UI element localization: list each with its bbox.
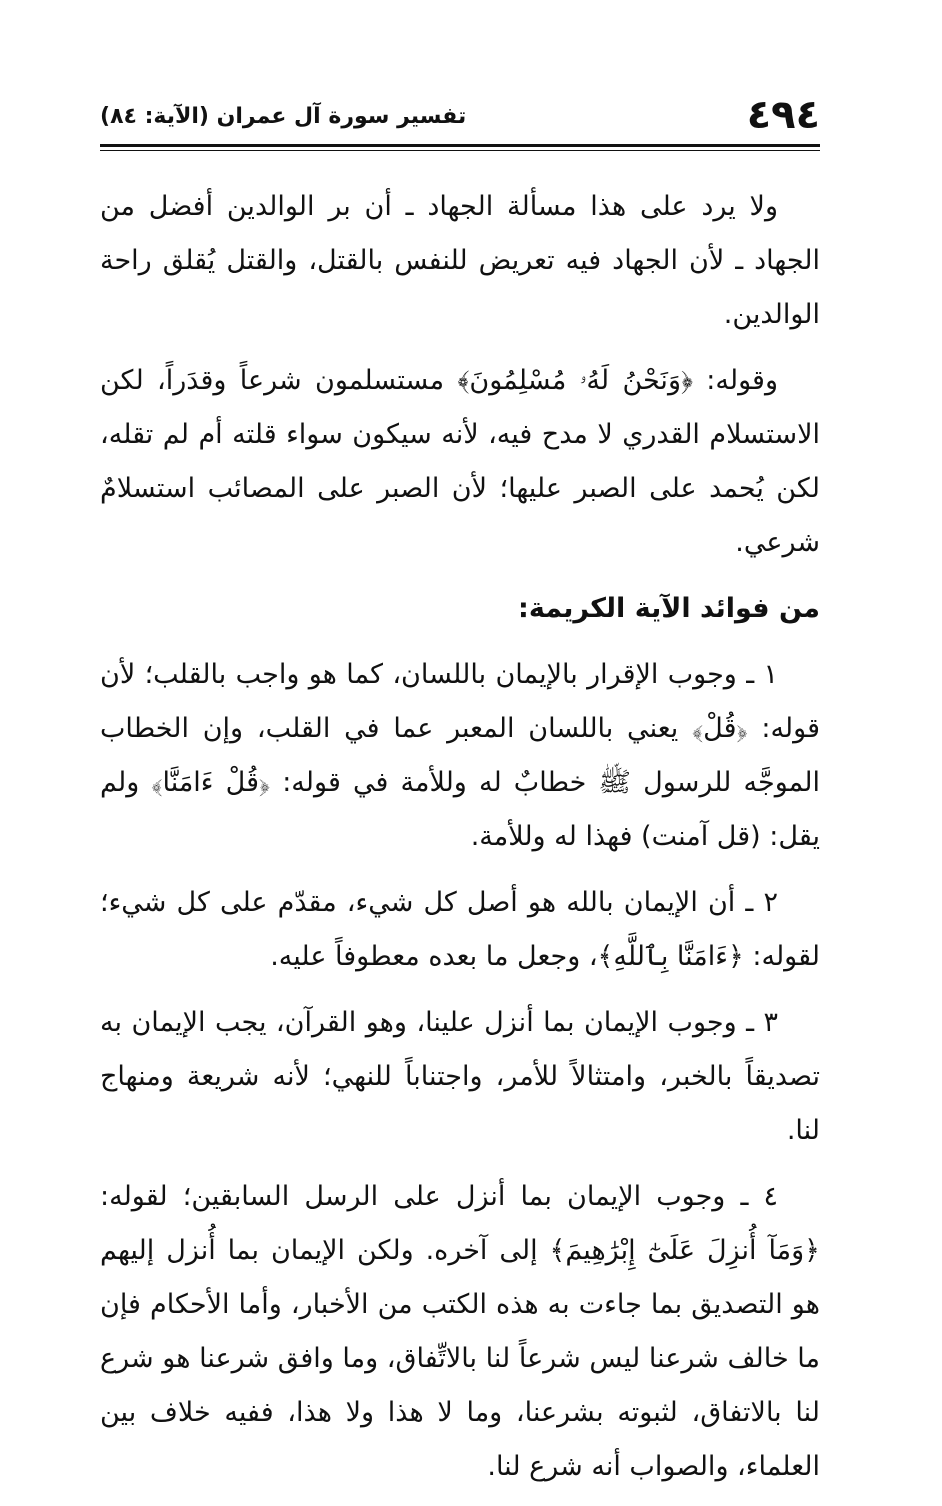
running-header bbox=[100, 92, 820, 142]
section-heading: من فوائد الآية الكريمة: bbox=[518, 593, 820, 624]
book-page bbox=[100, 92, 820, 1482]
paragraph: ولا يرد على هذا مسألة الجهاد ـ أن بر الوالدين أفضل من الجهاد ـ لأن الجهاد فيه تعريض للنفس بالقتل، والقتل يُقلق راحة الوالدين. bbox=[100, 191, 820, 330]
benefit-item: ٣ ـ وجوب الإيمان بما أنزل علينا، وهو القرآن، يجب الإيمان به تصديقاً بالخبر، وامتثالاً للأمر، واجتناباً للنهي؛ لأنه شريعة ومنهاج لنا. bbox=[100, 1007, 820, 1146]
benefit-item: ٢ ـ أن الإيمان بالله هو أصل كل شيء، مقدّم على كل شيء؛ لقوله: ﴿ءَامَنَّا بِٱللَّهِ﴾، وجعل ما بعده معطوفاً عليه. bbox=[100, 887, 820, 972]
body-text bbox=[100, 180, 820, 1506]
benefit-item: ٤ ـ وجوب الإيمان بما أنزل على الرسل السابقين؛ لقوله: ﴿وَمَآ أُنزِلَ عَلَىٰٓ إِبْرَٰهِيمَ﴾ إلى آخره. ولكن الإيمان بما أُنزل إليهم هو التصديق بما جاءت به هذه الكتب من الأخبار، وأما الأحكام فإن ما خالف شرعنا ليس شرعاً لنا بالاتِّفاق، وما وافق شرعنا هو شرع لنا بالاتفاق، لثبوته بشرعنا، وما لا هذا ولا هذا، ففيه خلاف بين العلماء، والصواب أنه شرع لنا. bbox=[100, 1181, 820, 1482]
header-rule bbox=[100, 144, 820, 151]
paragraph: وقوله: ﴿وَنَحْنُ لَهُۥ مُسْلِمُونَ﴾ مستسلمون شرعاً وقدَراً، لكن الاستسلام القدري لا مدح فيه، لأنه سيكون سواء قلته أم لم تقله، لكن يُحمد على الصبر عليها؛ لأن الصبر على المصائب استسلامٌ شرعي. bbox=[100, 365, 820, 558]
header-title: تفسير سورة آل عمران (الآية: ٨٤) bbox=[100, 104, 467, 129]
benefit-item: ١ ـ وجوب الإقرار بالإيمان باللسان، كما هو واجب بالقلب؛ لأن قوله: ﴿قُلْ﴾ يعني باللسان المعبر عما في القلب، وإن الخطاب الموجَّه للرسول ﷺ خطابٌ له وللأمة في قوله: ﴿قُلْ ءَامَنَّا﴾ ولم يقل: (قل آمنت) فهذا له وللأمة. bbox=[100, 659, 820, 852]
page-number: ٤٩٤ bbox=[746, 92, 820, 138]
